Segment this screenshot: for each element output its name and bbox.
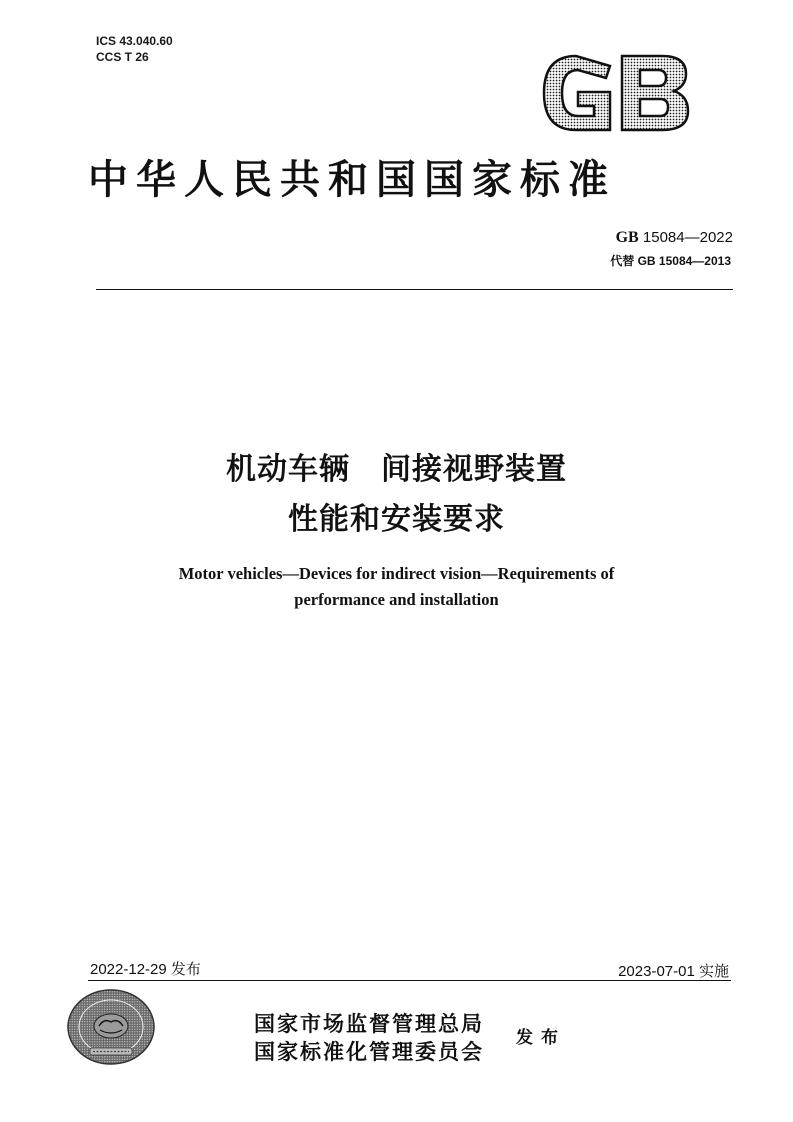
standard-prefix: GB bbox=[615, 229, 639, 246]
standard-number: 15084—2022 bbox=[642, 229, 733, 246]
en-title-line2: performance and installation bbox=[294, 590, 499, 609]
standard-code bbox=[616, 229, 733, 247]
publish-label: 发布 bbox=[516, 1028, 566, 1048]
en-title-line1: Motor vehicles—Devices for indirect vision—Requirements of bbox=[178, 564, 615, 583]
gb-logo bbox=[540, 52, 692, 134]
ics-code: ICS 43.040.60 bbox=[96, 34, 173, 48]
issue-date: 2022-12-29 发布 bbox=[90, 961, 201, 978]
classification-codes bbox=[96, 33, 173, 65]
top-divider bbox=[96, 289, 733, 290]
national-standard-title: 中华人民共和国国家标准 bbox=[88, 156, 616, 203]
replaces-standard: 代替 GB 15084—2013 bbox=[610, 254, 731, 268]
ccs-code: CCS T 26 bbox=[96, 50, 149, 64]
anti-counterfeit-seal-icon bbox=[66, 988, 156, 1066]
cn-title-line2: 性能和安装要求 bbox=[288, 502, 505, 537]
bottom-divider bbox=[88, 980, 731, 981]
cn-title-line1: 机动车辆 间接视野装置 bbox=[226, 452, 567, 487]
issuer-sac: 国家标准化管理委员会 bbox=[254, 1039, 484, 1064]
issuer-samr: 国家市场监督管理总局 bbox=[254, 1011, 484, 1036]
implementation-date: 2023-07-01 实施 bbox=[618, 963, 729, 980]
